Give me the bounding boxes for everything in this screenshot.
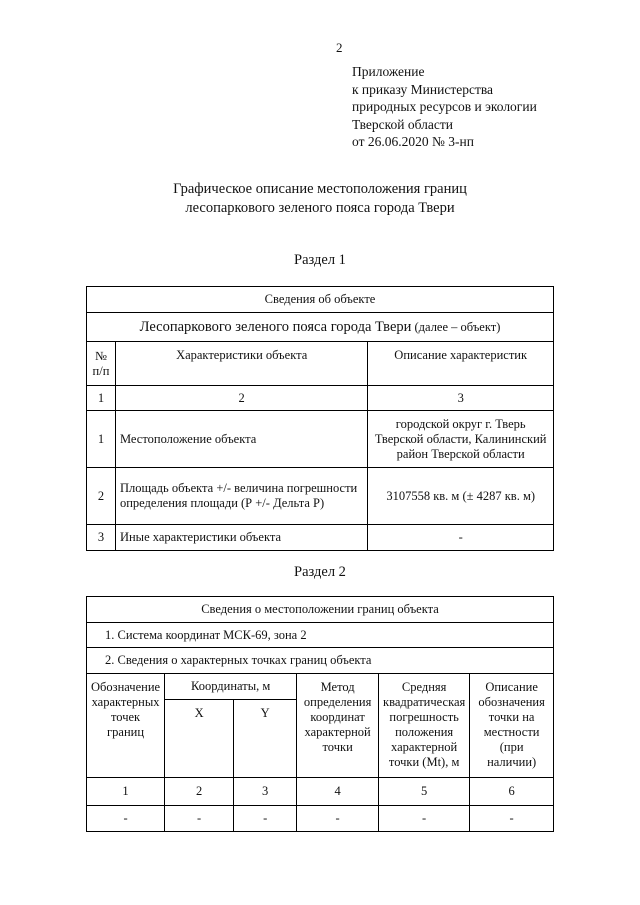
- table-row: [87, 411, 554, 468]
- data-cell: -: [470, 806, 554, 832]
- table-caption: Сведения о местоположении границ объекта: [87, 597, 554, 623]
- row-num: 1: [87, 411, 116, 468]
- row-description: 3107558 кв. м (± 4287 кв. м): [368, 468, 554, 525]
- data-cell: -: [379, 806, 470, 832]
- title-line-1: Графическое описание местоположения границ: [173, 181, 467, 197]
- data-cell: -: [87, 806, 165, 832]
- annex-line: от 26.06.2020 № 3-нп: [352, 134, 474, 150]
- column-number: 1: [87, 778, 165, 806]
- table-row: [87, 806, 554, 832]
- annex-line: природных ресурсов и экологии: [352, 99, 537, 115]
- section-1-heading: Раздел 1: [294, 252, 346, 268]
- column-number: 4: [297, 778, 379, 806]
- annex-line: к приказу Министерства: [352, 81, 494, 97]
- header-method: Метод определения координат характерной точки: [297, 674, 379, 778]
- header-designation: Обозначение характерных точек границ: [87, 674, 165, 778]
- object-info-table: [86, 286, 554, 551]
- object-note: (далее – объект): [414, 319, 501, 334]
- row-num: 2: [87, 468, 116, 525]
- table-row: [87, 468, 554, 525]
- row-characteristic: Площадь объекта +/- величина погрешности определения площади (Р +/- Дельта Р): [115, 468, 367, 525]
- section-2-heading: Раздел 2: [294, 564, 346, 580]
- column-number: 2: [115, 386, 367, 411]
- header-characteristic: Характеристики объекта: [115, 342, 367, 386]
- header-error: Средняя квадратическая погрешность положения характерной точки (Mt), м: [379, 674, 470, 778]
- column-number: 5: [379, 778, 470, 806]
- points-info: 2. Сведения о характерных точках границ объекта: [87, 648, 554, 674]
- header-num: № п/п: [87, 342, 116, 386]
- data-cell: -: [297, 806, 379, 832]
- page-number: 2: [336, 40, 343, 55]
- data-cell: -: [165, 806, 234, 832]
- header-point-description: Описание обозначения точки на местности (при наличии): [470, 674, 554, 778]
- data-cell: -: [234, 806, 297, 832]
- title-line-2: лесопаркового зеленого пояса города Твери: [185, 200, 455, 216]
- row-description: городской округ г. Тверь Тверской области, Калининский район Тверской области: [368, 411, 554, 468]
- column-number: 1: [87, 386, 116, 411]
- column-number: 6: [470, 778, 554, 806]
- row-num: 3: [87, 525, 116, 551]
- row-characteristic: Местоположение объекта: [115, 411, 367, 468]
- annex-line: Приложение: [352, 64, 425, 79]
- header-y: Y: [234, 700, 297, 778]
- document-title: [0, 180, 640, 218]
- object-name-cell: [87, 313, 554, 342]
- annex-line: Тверской области: [352, 116, 453, 132]
- boundary-points-table: [86, 596, 554, 832]
- column-number: 3: [368, 386, 554, 411]
- row-characteristic: Иные характеристики объекта: [115, 525, 367, 551]
- annex-block: [352, 63, 537, 151]
- object-name: Лесопаркового зеленого пояса города Твери: [139, 318, 412, 335]
- header-x: X: [165, 700, 234, 778]
- column-number: 2: [165, 778, 234, 806]
- column-number: 3: [234, 778, 297, 806]
- coord-system: 1. Система координат МСК-69, зона 2: [87, 623, 554, 648]
- header-coordinates: Координаты, м: [165, 674, 297, 700]
- header-description: Описание характеристик: [368, 342, 554, 386]
- table-caption: Сведения об объекте: [87, 287, 554, 313]
- row-description: -: [368, 525, 554, 551]
- table-row: [87, 525, 554, 551]
